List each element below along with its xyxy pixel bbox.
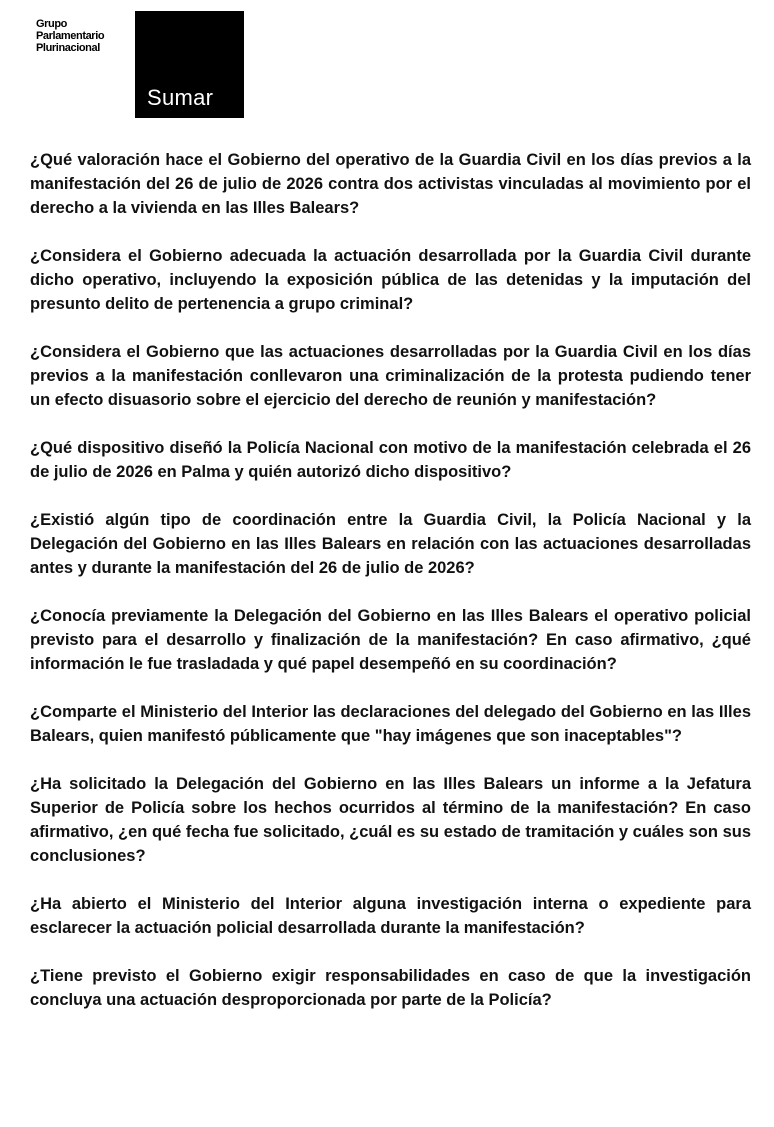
question-3: ¿Considera el Gobierno que las actuaciones desarrolladas por la Guardia Civil en los días previos a la manifestación conllevaron una criminalización de la protesta pudiendo tener un efecto disuasorio sobre el ejercicio del derecho de reunión y manifestación? xyxy=(30,343,751,409)
question-8: ¿Ha solicitado la Delegación del Gobierno en las Illes Balears un informe a la Jefatura Superior de Policía sobre los hechos ocurridos al término de la manifestación? En caso afirmativo, ¿en qué fecha fue solicitado, ¿cuál es su estado de tramitación y cuáles son sus conclusiones? xyxy=(30,775,751,865)
group-name-line-3: Plurinacional xyxy=(36,42,100,54)
question-2: ¿Considera el Gobierno adecuada la actuación desarrollada por la Guardia Civil durante dicho operativo, incluyendo la exposición pública de las detenidas y la imputación del presunto delito de pertenencia a grupo criminal? xyxy=(30,247,751,313)
question-10: ¿Tiene previsto el Gobierno exigir responsabilidades en caso de que la investigación concluya una actuación desproporcionada por parte de la Policía? xyxy=(30,967,751,1009)
sumar-logo-text: Sumar xyxy=(147,85,214,110)
sumar-logo xyxy=(135,11,244,118)
question-9: ¿Ha abierto el Ministerio del Interior alguna investigación interna o expediente para esclarecer la actuación policial desarrollada durante la manifestación? xyxy=(30,895,751,937)
group-name-line-2: Parlamentario xyxy=(36,30,105,42)
question-5: ¿Existió algún tipo de coordinación entre la Guardia Civil, la Policía Nacional y la Delegación del Gobierno en las Illes Balears en relación con las actuaciones desarrolladas antes y durante la manifestación del 26 de julio de 2026? xyxy=(30,511,751,577)
question-1: ¿Qué valoración hace el Gobierno del operativo de la Guardia Civil en los días previos a la manifestación del 26 de julio de 2026 contra dos activistas vinculadas al movimiento por el derecho a la vivienda en las Illes Balears? xyxy=(30,151,751,217)
group-name xyxy=(36,18,104,54)
group-name-line-1: Grupo xyxy=(36,18,67,30)
question-7: ¿Comparte el Ministerio del Interior las declaraciones del delegado del Gobierno en las Illes Balears, quien manifestó públicamente que "hay imágenes que son inaceptables"? xyxy=(30,703,751,745)
questions-list xyxy=(30,148,751,1036)
question-6: ¿Conocía previamente la Delegación del Gobierno en las Illes Balears el operativo policial previsto para el desarrollo y finalización de la manifestación? En caso afirmativo, ¿qué información le fue trasladada y qué papel desempeñó en su coordinación? xyxy=(30,607,751,673)
question-4: ¿Qué dispositivo diseñó la Policía Nacional con motivo de la manifestación celebrada el 26 de julio de 2026 en Palma y quién autorizó dicho dispositivo? xyxy=(30,439,751,481)
